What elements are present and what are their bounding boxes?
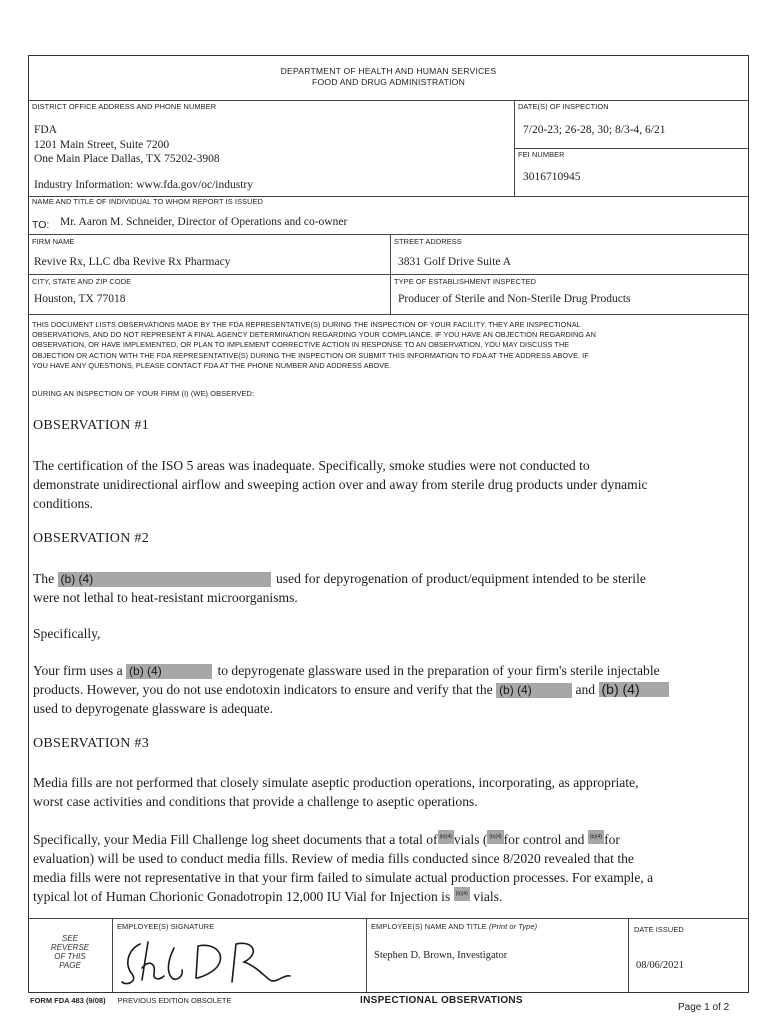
text-line: evaluation) will be used to conduct media fills. Review of media fills conducted since 8/2020 revealed that the [33,851,634,866]
divider [628,918,629,993]
specifically-label: Specifically, [33,626,101,641]
text-line: were not lethal to heat-resistant microorganisms. [33,590,298,605]
recipient-name: Mr. Aaron M. Schneider, Director of Operations and co-owner [60,216,348,228]
redaction-b4: (b)(4) [454,887,470,901]
text-line [33,569,745,588]
redaction-b4: (b) (4) [58,572,271,587]
employee-name-label [371,922,537,931]
agency-title: FOOD AND DRUG ADMINISTRATION [312,77,465,87]
notice-line: THIS DOCUMENT LISTS OBSERVATIONS MADE BY THE FDA REPRESENTATIVE(S) DURING THE INSPECTION OF YOUR FACILITY. THEY ARE INSPECTIONAL [32,320,581,329]
label-hint: (Print or Type) [488,922,538,931]
redaction-b4: (b) (4) [126,664,212,679]
employee-signature [118,930,298,990]
observation-2-para-2 [33,661,745,718]
page-number: Page 1 of 2 [678,1002,730,1013]
street-address: 3831 Golf Drive Suite A [398,256,512,268]
date-issued-label: DATE ISSUED [634,925,684,934]
observation-1-heading: OBSERVATION #1 [33,418,150,433]
observed-heading: DURING AN INSPECTION OF YOUR FIRM (I) (WE) OBSERVED: [32,389,255,398]
notice-line: OBJECTION OR ACTION WITH THE FDA REPRESENTATIVE(S) DURING THE INSPECTION OR SUBMIT THIS INFORMATION TO FDA AT THE ADDRESS ABOVE. IF [32,350,589,360]
note-line: PAGE [59,961,81,970]
divider [28,918,749,919]
firm-name-label: FIRM NAME [32,237,75,246]
observation-2-heading: OBSERVATION #2 [33,531,150,546]
divider [28,274,749,275]
text-span: and [575,682,596,697]
text-line [33,887,747,906]
text-line: Media fills are not performed that closely simulate aseptic production operations, incorporating, as appropriate, [33,775,639,790]
text-span: vials. [473,889,503,904]
text-line: media fills were not representative in that your firm failed to simulate actual production processes. For example, a [33,870,654,885]
text-line: conditions. [33,496,94,511]
observation-3-para-1 [33,773,745,811]
department-title: DEPARTMENT OF HEALTH AND HUMAN SERVICES [280,66,497,76]
form-number: FORM FDA 483 (9/08) [30,996,106,1005]
observation-1-text [33,456,745,513]
note-line: SEE [61,934,78,943]
text-line: used to depyrogenate glassware is adequate. [33,701,274,716]
fei-number: 3016710945 [523,171,581,183]
redaction-b4: (b) (4) [496,683,572,698]
text-line: demonstrate unidirectional airflow and sweeping action over and away from sterile drug products under dynamic [33,477,648,492]
observation-3-para-2 [33,830,747,906]
divider [28,234,749,235]
text-span: to depyrogenate glassware used in the preparation of your firm's sterile injectable [217,663,660,678]
divider [28,100,749,101]
notice-line: YOU HAVE ANY QUESTIONS, PLEASE CONTACT FDA AT THE PHONE NUMBER AND ADDRESS ABOVE. [32,360,392,370]
establishment-type-label: TYPE OF ESTABLISHMENT INSPECTED [394,277,537,286]
redaction-b4: (b)(4) [438,830,454,844]
to-label: TO: [32,219,50,231]
inspection-dates: 7/20-23; 26-28, 30; 8/3-4, 6/21 [523,124,666,136]
text-line: The certification of the ISO 5 areas was inadequate. Specifically, smoke studies were not conducted to [33,458,590,473]
dates-label: DATE(S) OF INSPECTION [518,102,609,111]
observation-3-heading: OBSERVATION #3 [33,736,150,751]
text-span: for control and [503,832,585,847]
divider [514,148,749,149]
note-line: OF THIS [54,952,86,961]
note-line: REVERSE [50,943,90,952]
district-address-2: One Main Place Dallas, TX 75202-3908 [34,153,220,165]
text-span: vials ( [453,832,488,847]
divider [28,314,749,315]
recipient-label: NAME AND TITLE OF INDIVIDUAL TO WHOM REPORT IS ISSUED [32,197,264,206]
notice-line: OBSERVATIONS, AND DO NOT REPRESENT A FINAL AGENCY DETERMINATION REGARDING YOUR COMPLIANCE. IF YOU HAVE AN OBJECTION REGARDING AN [32,330,596,340]
text-span: Specifically, your Media Fill Challenge log sheet documents that a total of [33,832,438,847]
observation-2-para-1 [33,569,745,607]
text-line [33,830,747,849]
text-span: Your firm uses a [33,663,123,678]
establishment-type: Producer of Sterile and Non-Sterile Drug Products [398,293,631,305]
industry-info: Industry Information: www.fda.gov/oc/industry [34,179,253,191]
city-label: CITY, STATE AND ZIP CODE [32,277,132,286]
redaction-b4: (b) (4) [599,682,669,697]
form-title: INSPECTIONAL OBSERVATIONS [360,995,523,1006]
form-header [28,66,749,87]
divider [112,918,113,993]
city-state-zip: Houston, TX 77018 [34,293,126,305]
text-span: The [33,571,55,586]
obsolete-note: PREVIOUS EDITION OBSOLETE [117,996,232,1005]
district-label: DISTRICT OFFICE ADDRESS AND PHONE NUMBER [32,102,217,111]
date-issued: 08/06/2021 [636,960,684,971]
text-line: worst case activities and conditions that provide a challenge to aseptic operations. [33,794,478,809]
redaction-b4: (b)(4) [487,830,503,844]
form-id [30,996,231,1005]
text-span: products. However, you do not use endotoxin indicators to ensure and verify that the [33,682,493,697]
text-span: typical lot of Human Chorionic Gonadotropin 12,000 IU Vial for Injection is [33,889,451,904]
fei-label: FEI NUMBER [518,150,565,159]
district-address-1: 1201 Main Street, Suite 7200 [34,139,170,151]
notice-paragraph [32,320,746,371]
street-label: STREET ADDRESS [394,237,462,246]
text-span: for [604,832,620,847]
redaction-b4: (b)(4) [588,830,604,844]
see-reverse-note [30,934,110,970]
text-line [33,661,745,680]
text-line [33,680,745,699]
notice-line: OBSERVATION, OR HAVE IMPLEMENTED, OR PLAN TO IMPLEMENT CORRECTIVE ACTION IN RESPONSE TO AN OBSERVATION, YOU MAY DISCUSS THE [32,340,570,350]
district-name: FDA [34,124,58,136]
signature-label: EMPLOYEE(S) SIGNATURE [117,922,215,931]
divider [366,918,367,993]
text-span: used for depyrogenation of product/equipment intended to be sterile [275,571,646,586]
employee-name: Stephen D. Brown, Investigator [374,950,508,961]
label-text: EMPLOYEE(S) NAME AND TITLE [371,922,487,931]
firm-name: Revive Rx, LLC dba Revive Rx Pharmacy [34,256,231,268]
